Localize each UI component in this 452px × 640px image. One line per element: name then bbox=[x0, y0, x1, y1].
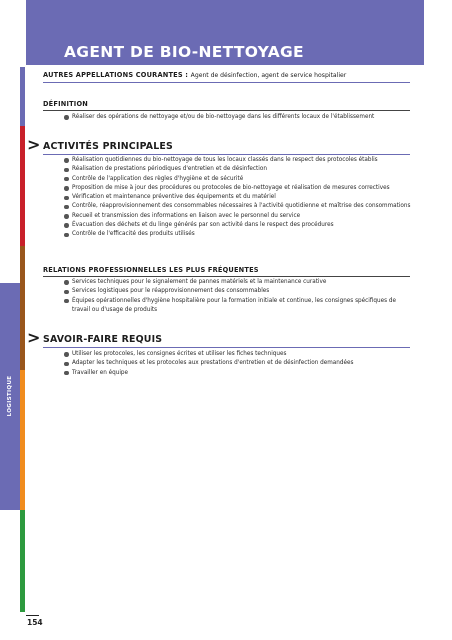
list-item: Proposition de mise à jour des procédures ou protocoles de bio-nettoyage et réalisation de mesures correctives bbox=[64, 184, 414, 193]
activites-list bbox=[64, 156, 414, 240]
list-item: Vérification et maintenance préventive des équipements et du matériel bbox=[64, 193, 414, 202]
list-item: Contrôle de l'application des règles d'hygiène et de sécurité bbox=[64, 175, 414, 184]
list-item: Contrôle de l'efficacité des produits utilisés bbox=[64, 230, 414, 239]
appellations-text: Agent de désinfection, agent de service hospitalier bbox=[190, 72, 347, 79]
appellations-rule bbox=[43, 82, 410, 83]
section-chevron-icon: > bbox=[27, 135, 41, 154]
activites-rule bbox=[43, 154, 410, 155]
page-title: AGENT DE BIO-NETTOYAGE bbox=[64, 43, 304, 61]
list-item: Travailler en équipe bbox=[64, 369, 414, 378]
margin-strip-orange bbox=[20, 370, 25, 510]
definition-list bbox=[64, 113, 414, 122]
definition-rule bbox=[43, 110, 410, 111]
list-item: Services logistiques pour le réapprovisionnement des consommables bbox=[64, 287, 414, 296]
list-item: Équipes opérationnelles d'hygiène hospitalière pour la formation initiale et continue, les consignes spécifiques de travail ou d'usage de produits bbox=[64, 297, 414, 316]
list-item: Réalisation de prestations périodiques d'entretien et de désinfection bbox=[64, 165, 414, 174]
list-item: Recueil et transmission des informations en liaison avec le personnel du service bbox=[64, 212, 414, 221]
margin-strip-green bbox=[20, 510, 25, 612]
page-number-rule bbox=[26, 615, 39, 616]
savoir-faire-list bbox=[64, 350, 414, 378]
list-item: Services techniques pour le signalement de pannes matériels et la maintenance curative bbox=[64, 278, 414, 287]
appellations-heading-label: AUTRES APPELLATIONS COURANTES : bbox=[43, 71, 189, 79]
list-item: Réaliser des opérations de nettoyage et/ou de bio-nettoyage dans les différents locaux de l'établissement bbox=[64, 113, 414, 122]
savoir-faire-heading: SAVOIR-FAIRE REQUIS bbox=[43, 334, 163, 345]
list-item: Contrôle, réapprovisionnement des consommables nécessaires à l'activité quotidienne et maîtrise des consommations bbox=[64, 202, 414, 211]
activites-heading: ACTIVITÉS PRINCIPALES bbox=[43, 141, 173, 152]
section-chevron-icon: > bbox=[27, 328, 41, 347]
margin-strip-purple bbox=[20, 67, 25, 126]
list-item: Évacuation des déchets et du linge générés par son activité dans le respect des procédures bbox=[64, 221, 414, 230]
page-number: 154 bbox=[27, 618, 43, 627]
appellations-heading bbox=[43, 71, 346, 79]
savoir-faire-rule bbox=[43, 347, 410, 348]
relations-heading: RELATIONS PROFESSIONNELLES LES PLUS FRÉQUENTES bbox=[43, 266, 259, 274]
margin-strip-red bbox=[20, 126, 25, 246]
margin-strip-brown bbox=[20, 246, 25, 370]
definition-heading: DÉFINITION bbox=[43, 100, 88, 108]
list-item: Utiliser les protocoles, les consignes écrites et utiliser les fiches techniques bbox=[64, 350, 414, 359]
list-item: Réalisation quotidiennes du bio-nettoyage de tous les locaux classés dans le respect des protocoles établis bbox=[64, 156, 414, 165]
relations-list bbox=[64, 278, 414, 315]
relations-rule bbox=[43, 276, 410, 277]
list-item: Adapter les techniques et les protocoles aux prestations d'entretien et de désinfection demandées bbox=[64, 359, 414, 368]
side-tab-label: LOGISTIQUE bbox=[7, 375, 13, 417]
